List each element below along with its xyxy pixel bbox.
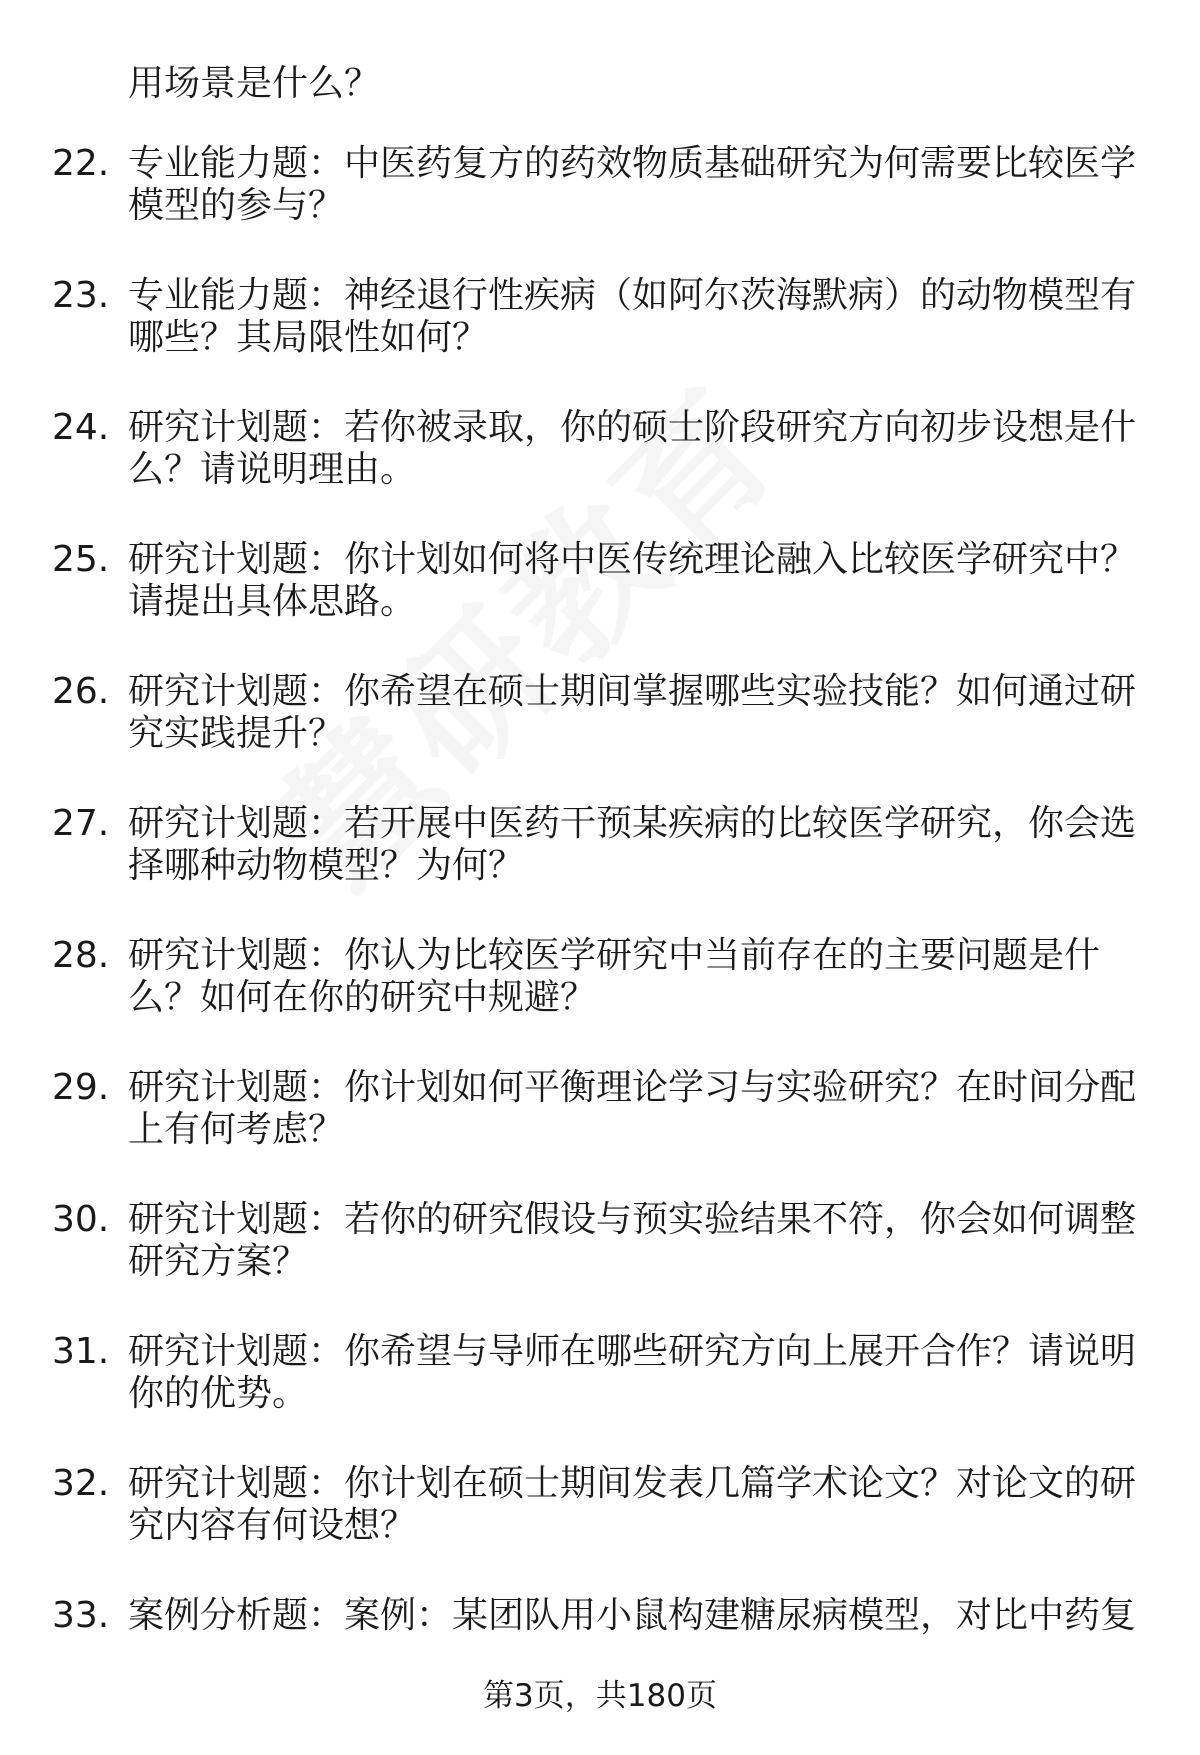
- question-text-line: 研究方案？: [128, 1241, 309, 1282]
- question-item-23: [0, 276, 1200, 408]
- question-number: 31.: [52, 1331, 110, 1372]
- page-number-footer: 第3页，共180页: [483, 1678, 717, 1714]
- question-text-line: 研究计划题：你希望在硕士期间掌握哪些实验技能？如何通过研: [128, 671, 1137, 712]
- question-item-26: [0, 672, 1200, 804]
- question-list: [0, 144, 1200, 1728]
- question-item-30: [0, 1200, 1200, 1332]
- question-item-31: [0, 1332, 1200, 1464]
- question-21-continuation: 用场景是什么？: [128, 63, 381, 104]
- question-text-line: 研究计划题：你计划如何将中医传统理论融入比较医学研究中？: [128, 539, 1137, 580]
- question-item-22: [0, 144, 1200, 276]
- question-number: 29.: [52, 1067, 110, 1108]
- question-text-line: 案例分析题：案例：某团队用小鼠构建糖尿病模型，对比中药复: [128, 1595, 1137, 1636]
- question-text-line: 哪些？其局限性如何？: [128, 317, 489, 358]
- question-text-line: 研究计划题：若你被录取，你的硕士阶段研究方向初步设想是什: [128, 407, 1137, 448]
- question-text-line: 上有何考虑？: [128, 1109, 345, 1150]
- question-text-line: 模型的参与？: [128, 185, 345, 226]
- question-number: 27.: [52, 803, 110, 844]
- question-number: 22.: [52, 143, 110, 184]
- question-text-line: 么？如何在你的研究中规避？: [128, 977, 597, 1018]
- question-text-line: 研究计划题：你认为比较医学研究中当前存在的主要问题是什: [128, 935, 1101, 976]
- question-text-line: 研究计划题：你计划在硕士期间发表几篇学术论文？对论文的研: [128, 1463, 1137, 1504]
- question-item-29: [0, 1068, 1200, 1200]
- question-text-line: 么？请说明理由。: [128, 449, 417, 490]
- question-text-line: 择哪种动物模型？为何？: [128, 845, 525, 886]
- question-item-27: [0, 804, 1200, 936]
- question-number: 26.: [52, 671, 110, 712]
- question-number: 23.: [52, 275, 110, 316]
- question-number: 30.: [52, 1199, 110, 1240]
- question-text-line: 专业能力题：神经退行性疾病（如阿尔茨海默病）的动物模型有: [128, 275, 1137, 316]
- question-number: 28.: [52, 935, 110, 976]
- question-text-line: 研究计划题：若开展中医药干预某疾病的比较医学研究，你会选: [128, 803, 1137, 844]
- question-text-line: 研究计划题：你计划如何平衡理论学习与实验研究？在时间分配: [128, 1067, 1137, 1108]
- question-text-line: 请提出具体思路。: [128, 581, 417, 622]
- question-text-line: 你的优势。: [128, 1373, 309, 1414]
- question-item-24: [0, 408, 1200, 540]
- question-text-line: 研究计划题：若你的研究假设与预实验结果不符，你会如何调整: [128, 1199, 1137, 1240]
- question-number: 33.: [52, 1595, 110, 1636]
- question-item-32: [0, 1464, 1200, 1596]
- question-text-line: 专业能力题：中医药复方的药效物质基础研究为何需要比较医学: [128, 143, 1137, 184]
- question-number: 32.: [52, 1463, 110, 1504]
- question-text-line: 究内容有何设想？: [128, 1505, 417, 1546]
- question-text-line: 研究计划题：你希望与导师在哪些研究方向上展开合作？请说明: [128, 1331, 1137, 1372]
- question-item-25: [0, 540, 1200, 672]
- question-number: 25.: [52, 539, 110, 580]
- question-text-line: 究实践提升？: [128, 713, 345, 754]
- question-number: 24.: [52, 407, 110, 448]
- question-item-28: [0, 936, 1200, 1068]
